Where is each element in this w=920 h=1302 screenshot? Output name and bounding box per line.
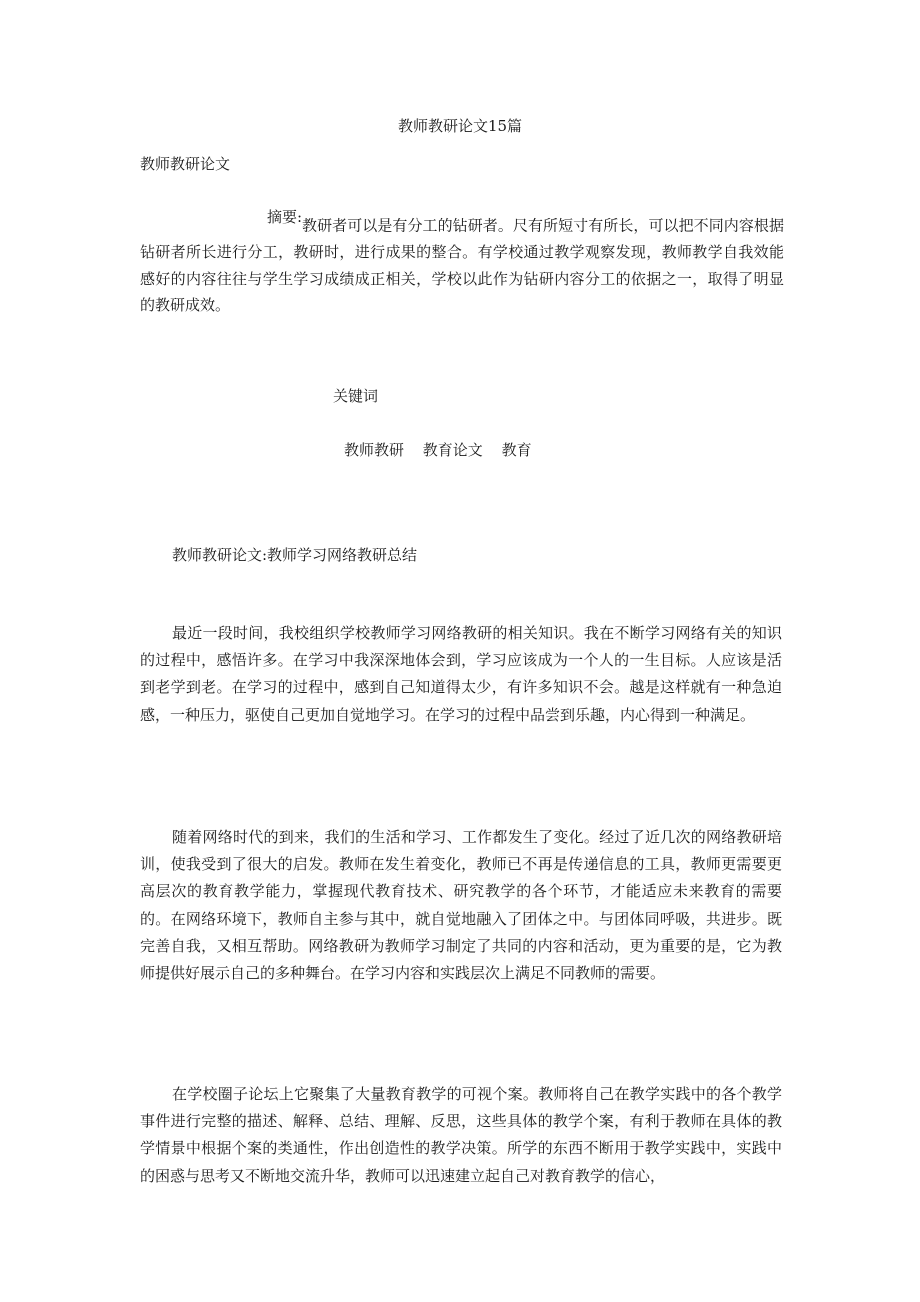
abstract-block	[140, 204, 784, 319]
abstract-label: 摘要:	[266, 208, 302, 226]
keyword-item: 教育论文	[422, 441, 483, 459]
keywords-list	[344, 440, 546, 460]
body-paragraph: 随着网络时代的到来，我们的生活和学习、工作都发生了变化。经过了近几次的网络教研培训，使我受到了很大的启发。教师在发生着变化，教师已不再是传递信息的工具，教师更需要更高层次的教育教学能力，掌握现代教育技术、研究教学的各个环节，才能适应未来教育的需要的。在网络环境下，教师自主参与其中，就自觉地融入了团体之中。与团体同呼吸，共进步。既完善自我，又相互帮助。网络教研为教师学习制定了共同的内容和活动，更为重要的是，它为教师提供好展示自己的多种舞台。在学习内容和实践层次上满足不同教师的需要。	[140, 828, 782, 983]
body-paragraph: 在学校圈子论坛上它聚集了大量教育教学的可视个案。教师将自己在教学实践中的各个教学事件进行完整的描述、解释、总结、理解、反思，这些具体的教学个案，有利于教师在具体的教学情景中根据个案的类通性，作出创造性的教学决策。所学的东西不断用于教学实践中，实践中的困惑与思考又不断地交流升华，教师可以迅速建立起自己对教育教学的信心，	[140, 1085, 782, 1185]
body-paragraph: 最近一段时间，我校组织学校教师学习网络教研的相关知识。我在不断学习网络有关的知识的过程中，感悟许多。在学习中我深深地体会到，学习应该成为一个人的一生目标。人应该是活到老学到老。在学习的过程中，感到自己知道得太少，有许多知识不会。越是这样就有一种急迫感，一种压力，驱使自己更加自觉地学习。在学习的过程中品尝到乐趣，内心得到一种满足。	[140, 624, 782, 724]
keyword-item: 教师教研	[344, 441, 405, 459]
keywords-title: 关键词	[333, 387, 379, 405]
abstract-text: 教研者可以是有分工的钻研者。尺有所短寸有所长，可以把不同内容根据钻研者所长进行分工，教研时，进行成果的整合。有学校通过教学观察发现，教师教学自我效能感好的内容往往与学生学习成绩成正相关，学校以此作为钻研内容分工的依据之一，取得了明显的教研成效。	[140, 216, 784, 314]
keyword-item: 教育	[501, 441, 532, 459]
document-subtitle: 教师教研论文	[140, 155, 231, 173]
document-title: 教师教研论文15篇	[397, 117, 523, 135]
section-heading: 教师教研论文:教师学习网络教研总结	[172, 546, 418, 564]
abstract-label-wrap	[140, 204, 302, 231]
